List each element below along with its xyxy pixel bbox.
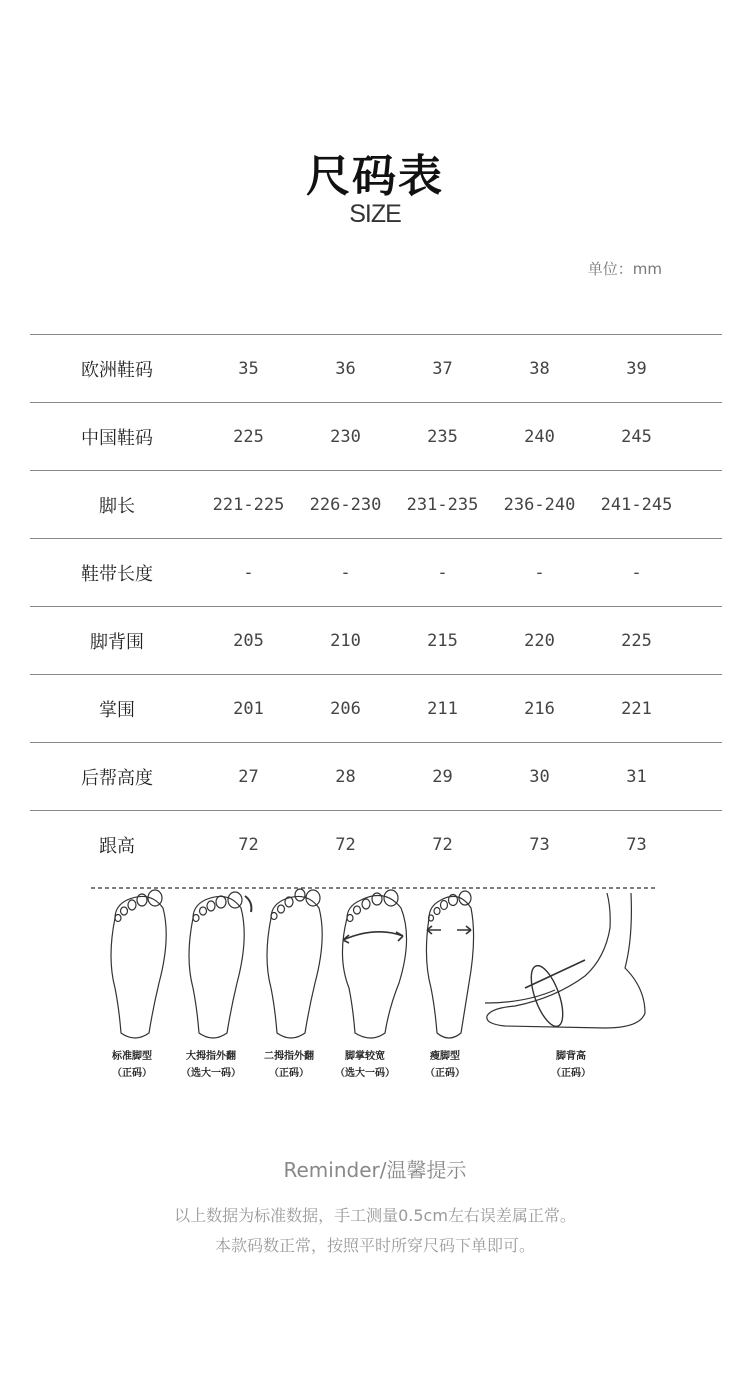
foot-type-name: 瘦脚型 (430, 1051, 460, 1062)
table-cell: 221 (621, 698, 652, 719)
foot-type-name: 脚背高 (556, 1051, 586, 1062)
row-label: 脚背围 (90, 631, 144, 653)
table-cell: 72 (432, 834, 453, 855)
row-label: 后帮高度 (81, 767, 153, 789)
table-cell: 210 (330, 630, 361, 651)
table-cell: 31 (626, 766, 647, 787)
reminder-line-1: 以上数据为标准数据，手工测量0.5cm左右误差属正常。 (174, 1206, 576, 1225)
table-cell: 215 (427, 630, 458, 651)
table-cell: 240 (524, 426, 555, 447)
table-cell: 39 (626, 358, 647, 379)
foot-type-caption (325, 1048, 405, 1082)
table-row (30, 335, 722, 403)
table-cell: 241-245 (600, 494, 673, 515)
table-cell: 206 (330, 698, 361, 719)
table-cell: 73 (529, 834, 550, 855)
table-row (30, 675, 722, 743)
foot-type-name: 脚掌较宽 (345, 1051, 385, 1062)
table-cell: 72 (238, 834, 259, 855)
foot-type-caption (171, 1048, 251, 1082)
table-cell: - (631, 562, 642, 583)
foot-type-advice: （正码） (551, 1068, 591, 1079)
table-cell: 30 (529, 766, 550, 787)
table-cell: 35 (238, 358, 259, 379)
table-row (30, 607, 722, 675)
table-cell: 37 (432, 358, 453, 379)
table-cell: - (243, 562, 254, 583)
table-row (30, 743, 722, 811)
row-label: 掌围 (99, 699, 135, 721)
table-cell: 236-240 (503, 494, 576, 515)
foot-type-advice: （正码） (425, 1068, 465, 1079)
table-cell: 29 (432, 766, 453, 787)
table-cell: 216 (524, 698, 555, 719)
row-label: 欧洲鞋码 (81, 359, 153, 381)
unit-label: 单位：mm (587, 260, 662, 278)
table-cell: 73 (626, 834, 647, 855)
table-cell: 27 (238, 766, 259, 787)
table-cell: 201 (233, 698, 264, 719)
table-cell: 231-235 (406, 494, 479, 515)
page-subtitle: SIZE (349, 200, 401, 228)
size-table (30, 334, 722, 878)
foot-type-advice: （正码） (112, 1068, 152, 1079)
row-label: 脚长 (99, 495, 135, 517)
foot-type-name: 二拇指外翻 (264, 1051, 314, 1062)
foot-diagram-icon (85, 878, 665, 1048)
table-row (30, 403, 722, 471)
table-cell: 225 (233, 426, 264, 447)
row-label: 鞋带长度 (81, 563, 153, 585)
reminder-line-2: 本款码数正常，按照平时所穿尺码下单即可。 (214, 1236, 535, 1255)
table-cell: 225 (621, 630, 652, 651)
table-cell: 220 (524, 630, 555, 651)
table-cell: 235 (427, 426, 458, 447)
table-cell: 38 (529, 358, 550, 379)
reminder-title: Reminder/温馨提示 (283, 1158, 467, 1182)
foot-type-illustration (85, 878, 665, 1093)
table-cell: 226-230 (309, 494, 382, 515)
table-row (30, 539, 722, 607)
table-cell: 245 (621, 426, 652, 447)
foot-type-caption (92, 1048, 172, 1082)
row-label: 跟高 (99, 835, 135, 857)
row-label: 中国鞋码 (81, 427, 153, 449)
table-row (30, 811, 722, 878)
table-cell: - (534, 562, 545, 583)
foot-type-caption (531, 1048, 611, 1082)
foot-type-advice: （选大一码） (335, 1068, 395, 1079)
table-cell: 221-225 (212, 494, 285, 515)
foot-type-advice: （选大一码） (181, 1068, 241, 1079)
table-cell: 28 (335, 766, 356, 787)
table-cell: 72 (335, 834, 356, 855)
foot-type-name: 标准脚型 (112, 1051, 152, 1062)
table-cell: - (437, 562, 448, 583)
foot-type-name: 大拇指外翻 (186, 1051, 236, 1062)
table-cell: - (340, 562, 351, 583)
table-cell: 36 (335, 358, 356, 379)
table-row (30, 471, 722, 539)
foot-type-advice: （正码） (269, 1068, 309, 1079)
table-cell: 205 (233, 630, 264, 651)
table-cell: 211 (427, 698, 458, 719)
page-title: 尺码表 (306, 151, 444, 202)
foot-type-caption (249, 1048, 329, 1082)
foot-type-caption (405, 1048, 485, 1082)
table-cell: 230 (330, 426, 361, 447)
